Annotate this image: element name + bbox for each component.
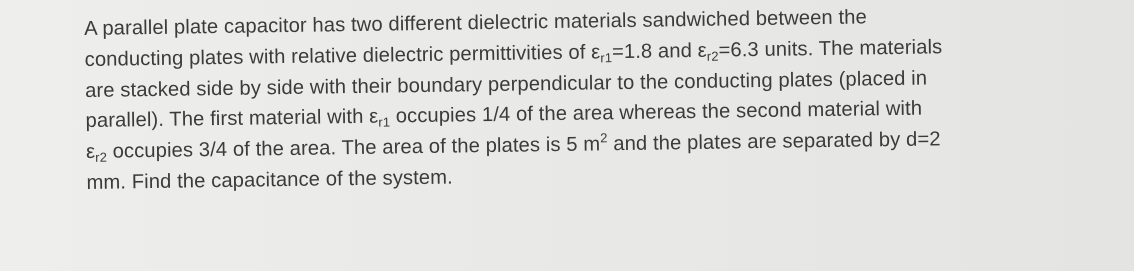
problem-statement	[84, 0, 1127, 199]
permittivity-subscript: r1	[600, 49, 613, 66]
permittivity-subscript: r2	[706, 48, 719, 64]
problem-text: conducting plates with relative dielectric permittivities of ε	[84, 41, 601, 71]
problem-text: =1.8 and ε	[611, 39, 707, 63]
permittivity-subscript: r1	[378, 114, 391, 131]
problem-text: ε	[85, 141, 96, 164]
problem-text: are stacked side by side with their boundary perpendicular to the conducting plates (placed in	[84, 67, 928, 102]
problem-text: occupies 3/4 of the area. The area of the plates is 5 m	[106, 133, 601, 163]
area-unit-superscript: 2	[600, 130, 608, 146]
problem-text: =6.3 units. The materials	[718, 36, 943, 62]
problem-text: and the plates are separated by d=2	[607, 128, 941, 156]
problem-text: occupies 1/4 of the area whereas the second material with	[389, 97, 923, 128]
permittivity-subscript: r2	[95, 149, 108, 166]
problem-text: A parallel plate capacitor has two different dielectric materials sandwiched between the	[84, 6, 868, 40]
problem-text: mm. Find the capacitance of the system.	[86, 166, 453, 194]
problem-text: parallel). The first material with ε	[85, 106, 379, 133]
